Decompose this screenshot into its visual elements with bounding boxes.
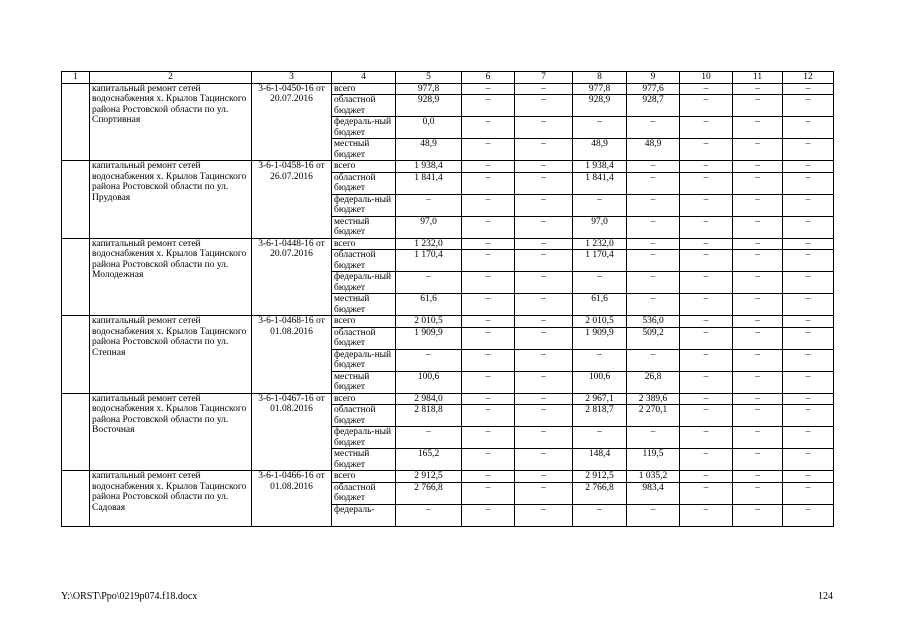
row-number-cell [62, 393, 90, 471]
object-name-cell: капитальный ремонт сетей водоснабжения х. Крылов Тацинского района Ростовской области по ул. Молодежная [90, 238, 252, 316]
funding-source-cell: всего [332, 238, 396, 250]
value-cell: – [783, 194, 834, 216]
value-cell: – [783, 427, 834, 449]
value-cell: – [515, 316, 573, 328]
header-cell: 3 [252, 72, 332, 84]
funding-source-cell: федераль-ный бюджет [332, 427, 396, 449]
value-cell: 2 967,1 [573, 393, 627, 405]
value-cell: – [573, 194, 627, 216]
funding-source-cell: областной бюджет [332, 172, 396, 194]
header-cell: 10 [680, 72, 733, 84]
value-cell: 928,7 [627, 95, 680, 117]
value-cell: – [515, 238, 573, 250]
object-name-cell: капитальный ремонт сетей водоснабжения х. Крылов Тацинского района Ростовской области по ул. Прудовая [90, 161, 252, 239]
document-number-cell: 3-6-1-0468-16 от 01.08.2016 [252, 316, 332, 394]
value-cell: 1 170,4 [396, 250, 462, 272]
value-cell: – [627, 349, 680, 371]
value-cell: 165,2 [396, 449, 462, 471]
value-cell: – [396, 272, 462, 294]
value-cell: – [462, 349, 515, 371]
value-cell: – [680, 349, 733, 371]
funding-source-cell: областной бюджет [332, 482, 396, 504]
value-cell: – [515, 482, 573, 504]
value-cell: – [783, 139, 834, 161]
value-cell: – [462, 172, 515, 194]
value-cell: – [462, 327, 515, 349]
value-cell: – [462, 139, 515, 161]
funding-source-cell: всего [332, 316, 396, 328]
value-cell: – [783, 117, 834, 139]
value-cell: – [627, 504, 680, 526]
header-cell: 4 [332, 72, 396, 84]
value-cell: 48,9 [396, 139, 462, 161]
value-cell: – [462, 216, 515, 238]
value-cell: – [733, 471, 783, 483]
value-cell: 61,6 [396, 294, 462, 316]
value-cell: – [783, 327, 834, 349]
funding-source-cell: федераль- [332, 504, 396, 526]
value-cell: – [733, 216, 783, 238]
value-cell: – [627, 172, 680, 194]
value-cell: – [515, 161, 573, 173]
value-cell: – [515, 405, 573, 427]
table-header-row [62, 72, 834, 84]
budget-table [61, 71, 834, 527]
value-cell: – [462, 471, 515, 483]
document-number-cell: 3-6-1-0448-16 от 20.07.2016 [252, 238, 332, 316]
value-cell: – [573, 349, 627, 371]
value-cell: 2 270,1 [627, 405, 680, 427]
value-cell: 48,9 [627, 139, 680, 161]
value-cell: – [573, 117, 627, 139]
value-cell: 977,8 [573, 83, 627, 95]
value-cell: – [573, 504, 627, 526]
value-cell: – [680, 216, 733, 238]
value-cell: 1 035,2 [627, 471, 680, 483]
value-cell: 1 170,4 [573, 250, 627, 272]
value-cell: – [515, 427, 573, 449]
value-cell: – [515, 471, 573, 483]
value-cell: – [680, 371, 733, 393]
funding-source-cell: всего [332, 393, 396, 405]
header-cell: 12 [783, 72, 834, 84]
value-cell: – [680, 482, 733, 504]
value-cell: – [680, 449, 733, 471]
funding-source-cell: областной бюджет [332, 405, 396, 427]
value-cell: 1 232,0 [573, 238, 627, 250]
value-cell: – [627, 238, 680, 250]
value-cell: – [733, 371, 783, 393]
table-row [62, 83, 834, 95]
value-cell: 2 010,5 [573, 316, 627, 328]
header-cell: 8 [573, 72, 627, 84]
value-cell: 2 766,8 [396, 482, 462, 504]
value-cell: – [396, 427, 462, 449]
value-cell: – [515, 117, 573, 139]
value-cell: – [783, 504, 834, 526]
value-cell: – [680, 83, 733, 95]
value-cell: 1 938,4 [573, 161, 627, 173]
value-cell: – [462, 405, 515, 427]
value-cell: 1 841,4 [573, 172, 627, 194]
value-cell: – [462, 294, 515, 316]
value-cell: – [733, 161, 783, 173]
value-cell: – [627, 250, 680, 272]
value-cell: – [783, 294, 834, 316]
value-cell: – [783, 405, 834, 427]
funding-source-cell: всего [332, 83, 396, 95]
value-cell: 100,6 [573, 371, 627, 393]
value-cell: – [733, 83, 783, 95]
value-cell: 26,8 [627, 371, 680, 393]
document-number-cell: 3-6-1-0458-16 от 26.07.2016 [252, 161, 332, 239]
value-cell: – [733, 316, 783, 328]
value-cell: – [783, 471, 834, 483]
value-cell: 2 010,5 [396, 316, 462, 328]
value-cell: – [396, 349, 462, 371]
table-row [62, 316, 834, 328]
document-number-cell: 3-6-1-0466-16 от 01.08.2016 [252, 471, 332, 527]
value-cell: – [680, 327, 733, 349]
value-cell: – [680, 95, 733, 117]
value-cell: – [733, 139, 783, 161]
header-cell: 5 [396, 72, 462, 84]
value-cell: 2 389,6 [627, 393, 680, 405]
value-cell: – [627, 427, 680, 449]
row-number-cell [62, 316, 90, 394]
value-cell: – [627, 117, 680, 139]
value-cell: – [515, 327, 573, 349]
value-cell: – [627, 294, 680, 316]
value-cell: 928,9 [573, 95, 627, 117]
value-cell: – [733, 449, 783, 471]
value-cell: – [783, 83, 834, 95]
value-cell: – [515, 139, 573, 161]
document-number-cell: 3-6-1-0450-16 от 20.07.2016 [252, 83, 332, 161]
value-cell: – [462, 194, 515, 216]
value-cell: 0,0 [396, 117, 462, 139]
value-cell: – [783, 316, 834, 328]
value-cell: – [627, 216, 680, 238]
value-cell: 119,5 [627, 449, 680, 471]
value-cell: – [462, 250, 515, 272]
value-cell: 97,0 [396, 216, 462, 238]
value-cell: – [783, 272, 834, 294]
value-cell: – [733, 272, 783, 294]
value-cell: 977,8 [396, 83, 462, 95]
value-cell: – [733, 250, 783, 272]
value-cell: – [680, 405, 733, 427]
value-cell: – [515, 172, 573, 194]
value-cell: – [462, 83, 515, 95]
value-cell: – [680, 172, 733, 194]
value-cell: – [783, 161, 834, 173]
value-cell: – [680, 161, 733, 173]
value-cell: – [733, 194, 783, 216]
value-cell: – [462, 482, 515, 504]
value-cell: – [515, 250, 573, 272]
value-cell: – [733, 393, 783, 405]
header-cell: 11 [733, 72, 783, 84]
value-cell: – [733, 95, 783, 117]
value-cell: 977,6 [627, 83, 680, 95]
value-cell: – [733, 504, 783, 526]
value-cell: 1 938,4 [396, 161, 462, 173]
value-cell: – [515, 294, 573, 316]
table-row [62, 471, 834, 483]
funding-source-cell: всего [332, 471, 396, 483]
value-cell: – [396, 194, 462, 216]
table-row [62, 393, 834, 405]
object-name-cell: капитальный ремонт сетей водоснабжения х. Крылов Тацинского района Ростовской области по ул. Степная [90, 316, 252, 394]
value-cell: – [515, 504, 573, 526]
header-cell: 7 [515, 72, 573, 84]
value-cell: 536,0 [627, 316, 680, 328]
value-cell: – [462, 95, 515, 117]
value-cell: 2 818,7 [573, 405, 627, 427]
value-cell: 1 841,4 [396, 172, 462, 194]
value-cell: – [515, 371, 573, 393]
value-cell: – [515, 393, 573, 405]
value-cell: – [733, 482, 783, 504]
value-cell: – [783, 482, 834, 504]
value-cell: – [680, 393, 733, 405]
value-cell: 2 912,5 [573, 471, 627, 483]
value-cell: – [515, 95, 573, 117]
value-cell: – [515, 272, 573, 294]
value-cell: – [515, 449, 573, 471]
value-cell: – [680, 250, 733, 272]
table-body [62, 83, 834, 526]
value-cell: – [462, 449, 515, 471]
value-cell: – [462, 504, 515, 526]
funding-source-cell: местный бюджет [332, 371, 396, 393]
value-cell: – [783, 349, 834, 371]
value-cell: – [462, 427, 515, 449]
table-row [62, 238, 834, 250]
value-cell: – [462, 117, 515, 139]
value-cell: 2 818,8 [396, 405, 462, 427]
value-cell: – [680, 471, 733, 483]
value-cell: – [680, 427, 733, 449]
value-cell: 983,4 [627, 482, 680, 504]
value-cell: – [627, 194, 680, 216]
value-cell: 928,9 [396, 95, 462, 117]
value-cell: 1 232,0 [396, 238, 462, 250]
value-cell: – [462, 161, 515, 173]
value-cell: – [680, 139, 733, 161]
header-cell: 2 [90, 72, 252, 84]
value-cell: 97,0 [573, 216, 627, 238]
object-name-cell: капитальный ремонт сетей водоснабжения х. Крылов Тацинского района Ростовской области по ул. Восточная [90, 393, 252, 471]
funding-source-cell: областной бюджет [332, 250, 396, 272]
funding-source-cell: областной бюджет [332, 95, 396, 117]
value-cell: – [733, 327, 783, 349]
value-cell: – [462, 371, 515, 393]
value-cell: – [680, 316, 733, 328]
value-cell: – [680, 117, 733, 139]
value-cell: – [627, 272, 680, 294]
row-number-cell [62, 83, 90, 161]
funding-source-cell: всего [332, 161, 396, 173]
value-cell: – [680, 294, 733, 316]
file-path: Y:\ORST\Ppo\0219p074.f18.docx [61, 591, 198, 602]
funding-source-cell: федераль-ный бюджет [332, 349, 396, 371]
value-cell: – [733, 172, 783, 194]
value-cell: 2 766,8 [573, 482, 627, 504]
value-cell: – [680, 272, 733, 294]
value-cell: – [733, 349, 783, 371]
funding-source-cell: федераль-ный бюджет [332, 117, 396, 139]
value-cell: 509,2 [627, 327, 680, 349]
object-name-cell: капитальный ремонт сетей водоснабжения х. Крылов Тацинского района Ростовской области по ул. Спортивная [90, 83, 252, 161]
value-cell: – [515, 349, 573, 371]
value-cell: – [573, 427, 627, 449]
funding-source-cell: местный бюджет [332, 216, 396, 238]
funding-source-cell: местный бюджет [332, 139, 396, 161]
row-number-cell [62, 161, 90, 239]
object-name-cell: капитальный ремонт сетей водоснабжения х. Крылов Тацинского района Ростовской области по ул. Садовая [90, 471, 252, 527]
funding-source-cell: областной бюджет [332, 327, 396, 349]
value-cell: 2 984,0 [396, 393, 462, 405]
page-number: 124 [818, 591, 833, 602]
value-cell: – [783, 449, 834, 471]
value-cell: – [515, 216, 573, 238]
value-cell: – [462, 316, 515, 328]
value-cell: – [627, 161, 680, 173]
value-cell: – [462, 272, 515, 294]
value-cell: – [783, 393, 834, 405]
value-cell: 148,4 [573, 449, 627, 471]
value-cell: – [396, 504, 462, 526]
value-cell: – [573, 272, 627, 294]
value-cell: – [733, 405, 783, 427]
table-row [62, 161, 834, 173]
value-cell: – [783, 371, 834, 393]
document-number-cell: 3-6-1-0467-16 от 01.08.2016 [252, 393, 332, 471]
value-cell: – [733, 117, 783, 139]
header-cell: 1 [62, 72, 90, 84]
value-cell: 1 909,9 [396, 327, 462, 349]
value-cell: 61,6 [573, 294, 627, 316]
value-cell: – [680, 504, 733, 526]
value-cell: 100,6 [396, 371, 462, 393]
value-cell: – [783, 216, 834, 238]
header-cell: 9 [627, 72, 680, 84]
value-cell: – [680, 194, 733, 216]
value-cell: – [783, 95, 834, 117]
funding-source-cell: местный бюджет [332, 449, 396, 471]
value-cell: – [515, 194, 573, 216]
value-cell: – [733, 427, 783, 449]
value-cell: 2 912,5 [396, 471, 462, 483]
value-cell: 48,9 [573, 139, 627, 161]
value-cell: – [783, 250, 834, 272]
value-cell: – [733, 294, 783, 316]
row-number-cell [62, 471, 90, 527]
value-cell: – [462, 393, 515, 405]
value-cell: – [783, 238, 834, 250]
funding-source-cell: федераль-ный бюджет [332, 272, 396, 294]
value-cell: – [515, 83, 573, 95]
funding-source-cell: местный бюджет [332, 294, 396, 316]
value-cell: – [783, 172, 834, 194]
funding-source-cell: федераль-ный бюджет [332, 194, 396, 216]
header-cell: 6 [462, 72, 515, 84]
row-number-cell [62, 238, 90, 316]
value-cell: – [680, 238, 733, 250]
value-cell: – [462, 238, 515, 250]
value-cell: 1 909,9 [573, 327, 627, 349]
value-cell: – [733, 238, 783, 250]
